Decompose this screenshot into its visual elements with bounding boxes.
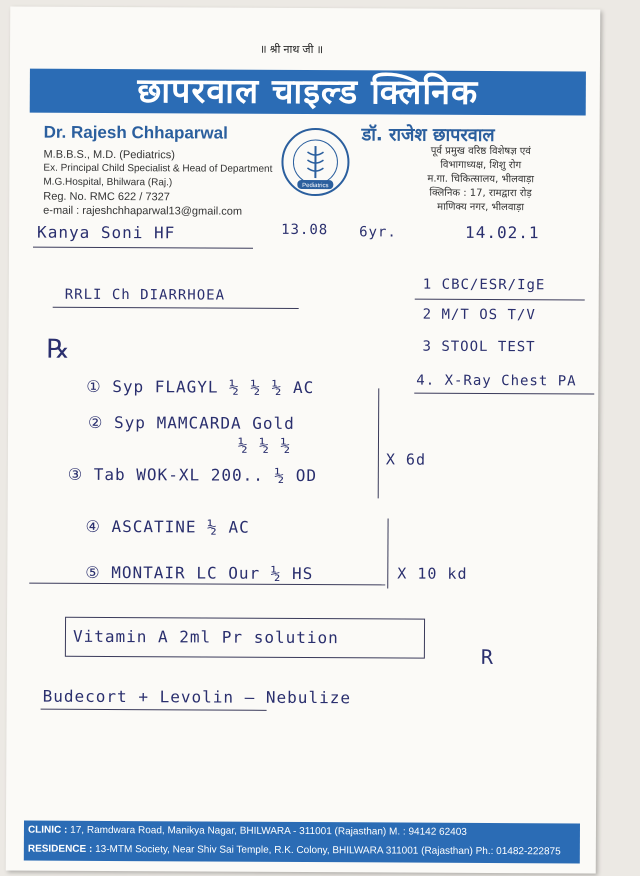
rx-symbol: ℞ xyxy=(46,334,71,365)
hi-line-1: पूर्व प्रमुख वरिष्ठ विशेषज्ञ एवं xyxy=(430,145,531,158)
medicine-2: ② Syp MAMCARDA Gold xyxy=(88,412,295,433)
underline xyxy=(41,709,267,711)
doctor-name-hindi: डॉ. राजेश छापरवाल xyxy=(361,124,495,146)
doctor-credentials xyxy=(43,148,272,219)
vitamin-instruction: Vitamin A 2ml Pr solution xyxy=(72,626,339,648)
invocation-text: ॥ श्री नाथ जी ॥ xyxy=(260,43,324,57)
doctor-credentials-hindi xyxy=(427,145,534,216)
medicine-3: ③ Tab WOK-XL 200.. ½ OD xyxy=(67,464,318,486)
underline xyxy=(53,307,299,309)
hi-line-3: म.गा. चिकित्सालय, भीलवाड़ा xyxy=(427,173,534,186)
medicine-4: ④ ASCATINE ½ AC xyxy=(85,516,250,537)
investigation-4: 4. X-Ray Chest PA xyxy=(416,372,577,390)
position: Ex. Principal Child Specialist & Head of Department xyxy=(43,162,273,175)
underline xyxy=(33,247,253,249)
nebulize-instruction: Budecort + Levolin — Nebulize xyxy=(42,686,352,708)
underline xyxy=(29,583,385,586)
investigation-1: 1 CBC/ESR/IgE xyxy=(422,276,546,294)
duration-2: X 10 kd xyxy=(397,564,468,583)
complaint: RRLI Ch DIARRHOEA xyxy=(64,286,226,304)
date-a: 13.08 xyxy=(281,221,329,239)
doctor-name-english: Dr. Rajesh Chhaparwal xyxy=(43,122,228,143)
patient-age: 6yr. xyxy=(359,224,397,241)
bracket xyxy=(387,518,388,588)
hi-line-4: क्लिनिक : 17, रामद्वारा रोड़ xyxy=(429,187,532,200)
hi-line-2: विभागाध्यक्ष, शिशु रोग xyxy=(440,159,522,172)
hospital: M.G.Hospital, Bhilwara (Raj.) xyxy=(43,176,173,189)
clinic-address: 17, Ramdwara Road, Manikya Nagar, BHILWARA - 311001 (Rajasthan) M. : 94142 62403 xyxy=(70,824,467,838)
hi-line-5: माणिक्य नगर, भीलवाड़ा xyxy=(437,201,524,214)
residence-label: RESIDENCE : xyxy=(27,843,93,855)
email: e-mail : rajeshchhaparwal13@gmail.com xyxy=(43,204,243,218)
clinic-label: CLINIC : xyxy=(27,824,68,836)
clinic-seal-logo xyxy=(279,126,351,198)
medicine-1: ① Syp FLAGYL ½ ½ ½ AC xyxy=(86,376,315,398)
clinic-name-banner: छापरवाल चाइल्ड क्लिनिक xyxy=(30,69,586,116)
seal-bottom-text: Pediatrics xyxy=(302,182,329,190)
date-b: 14.02.1 xyxy=(465,222,540,243)
reg-number: Reg. No. RMC 622 / 7327 xyxy=(43,190,170,204)
medicine-5: ⑤ MONTAIR LC Our ½ HS xyxy=(85,562,314,584)
medicine-2-dose: ½ ½ ½ xyxy=(237,435,292,455)
investigation-3: 3 STOOL TEST xyxy=(422,338,536,356)
qualification: M.B.B.S., M.D. (Pediatrics) xyxy=(43,148,175,162)
residence-address: 13-MTM Society, Near Shiv Sai Temple, R.K. Colony, BHILWARA 311001 (Rajasthan) Ph.: 01482-222875 xyxy=(95,843,561,858)
duration-1: X 6d xyxy=(385,450,427,469)
prescription-sheet xyxy=(6,6,601,873)
underline xyxy=(415,299,585,301)
clinic-footer xyxy=(24,821,580,864)
patient-name: Kanya Soni HF xyxy=(37,222,176,243)
investigation-2: 2 M/T OS T/V xyxy=(422,306,536,324)
doctor-signature: R xyxy=(480,644,494,670)
underline xyxy=(414,393,594,395)
bracket xyxy=(378,388,380,498)
